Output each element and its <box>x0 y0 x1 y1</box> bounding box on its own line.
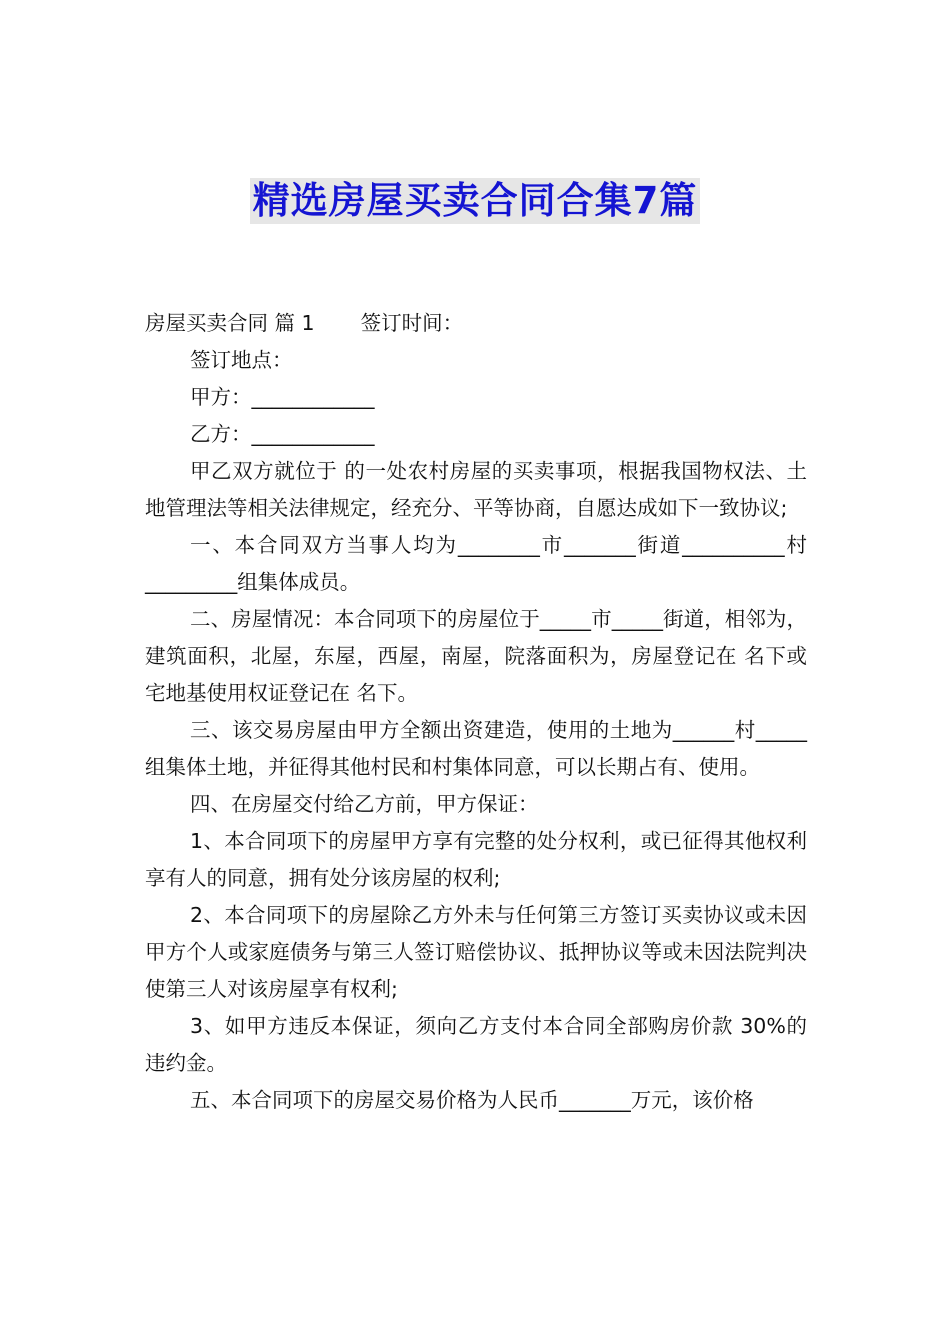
clause-4-item-3: 3、如甲方违反本保证，须向乙方支付本合同全部购房价款 30%的违约金。 <box>145 1014 807 1075</box>
document-body <box>145 305 807 1119</box>
party-b-paragraph: 乙方：____________ <box>190 422 375 446</box>
clause-4-item-2: 2、本合同项下的房屋除乙方外未与任何第三方签订买卖协议或未因甲方个人或家庭债务与第三人签订赔偿协议、抵押协议等或未因法院判决使第三人对该房屋享有权利; <box>145 903 807 1001</box>
clause-2-paragraph: 二、房屋情况：本合同项下的房屋位于_____市_____街道，相邻为，建筑面积，北屋，东屋，西屋，南屋，院落面积为，房屋登记在 名下或宅地基使用权证登记在 名下。 <box>145 607 807 705</box>
clause-3-paragraph: 三、该交易房屋由甲方全额出资建造，使用的土地为______村_____组集体土地，并征得其他村民和村集体同意，可以长期占有、使用。 <box>145 718 807 779</box>
section-heading: 房屋买卖合同 篇 1 <box>145 311 315 335</box>
clause-4-paragraph: 四、在房屋交付给乙方前，甲方保证： <box>190 792 539 816</box>
party-a-paragraph: 甲方：____________ <box>190 385 375 409</box>
clause-5-paragraph: 五、本合同项下的房屋交易价格为人民币_______万元，该价格 <box>190 1088 754 1112</box>
document-title: 精选房屋买卖合同合集7篇 <box>250 178 701 224</box>
preamble-paragraph: 甲乙双方就位于 的一处农村房屋的买卖事项，根据我国物权法、土地管理法等相关法律规定，经充分、平等协商，自愿达成如下一致协议; <box>145 459 807 520</box>
signing-place-paragraph: 签订地点： <box>190 348 293 372</box>
clause-4-item-1: 1、本合同项下的房屋甲方享有完整的处分权利，或已征得其他权利享有人的同意，拥有处分该房屋的权利; <box>145 829 807 890</box>
title-container <box>0 178 950 224</box>
clause-1-paragraph: 一、本合同双方当事人均为________市_______街道__________村_________组集体成员。 <box>145 533 807 594</box>
section-heading-line <box>145 305 807 342</box>
signing-time-label: 签订时间： <box>360 311 464 335</box>
